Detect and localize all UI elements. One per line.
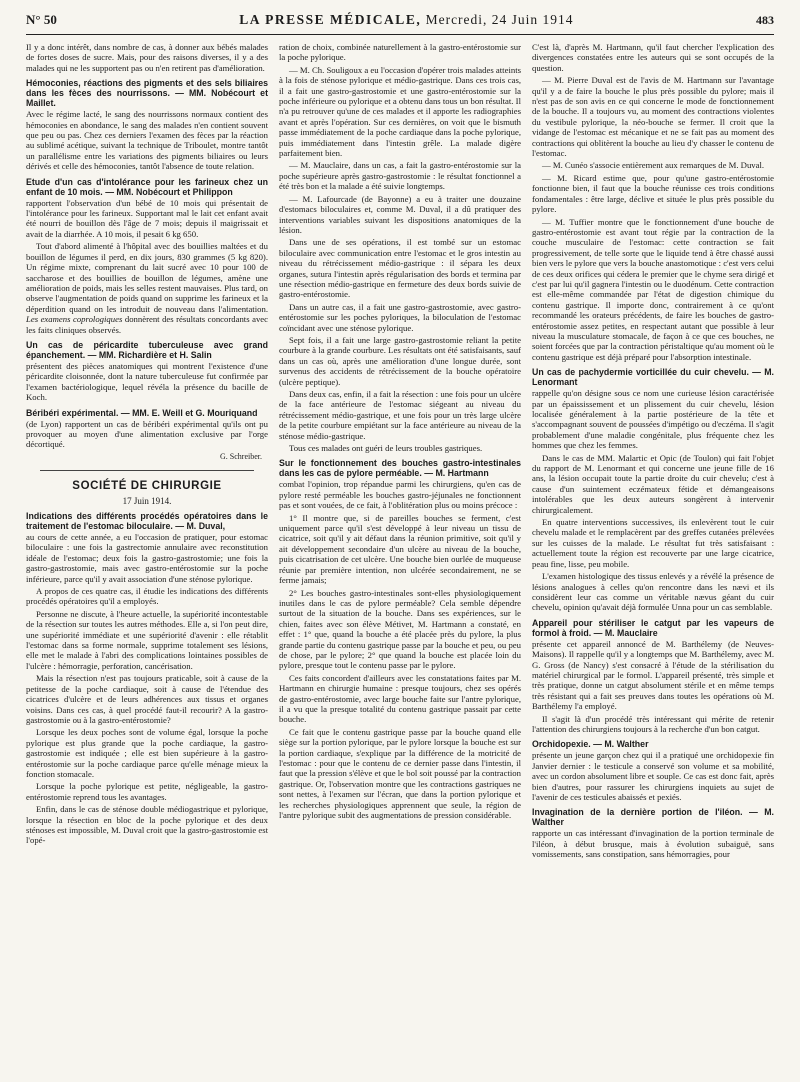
society-title: SOCIÉTÉ DE CHIRURGIE (72, 480, 222, 493)
paragraph: combat l'opinion, trop répandue parmi les chirurgiens, qu'en cas de pylore resté perméable les bouches gastro-jéjunales ne fonctionnent pas et sont vouées, de ce fait, à l'oblitération plus ou moins précoce : (279, 479, 521, 511)
paragraph: ration de choix, combinée naturellement à la gastro-entérostomie sur la poche pylorique. (279, 42, 521, 63)
paragraph: — M. Cunéo s'associe entièrement aux remarques de M. Duval. (542, 160, 765, 171)
paragraph: — M. Mauclaire, dans un cas, a fait la gastro-entérostomie sur la poche supérieure après gastro-gastrostomie : le résultat fonctionnel a été très bon et la malade a été suivie longtemps. (279, 160, 521, 192)
paragraph: Ce fait que le contenu gastrique passe par la bouche quand elle siège sur la portion pylorique, par le pylore lorsque la bouche est sur la portion cardiaque, s'explique par la différence de la motricité de l'estomac : pour que le contenu de ce dernier passe dans l'intestin, il faut que la pression s'élève et que le bol soit poussé par la contraction gastrique. Or, l'observation montre que les contractions gastriques ne sont nettes, à l'examen sur l'écran, que dans la portion pylorique et les recherches physiologiques apprennent que seule, la région de l'antre pylorique subit des augmentations de pression considérable. (279, 726, 521, 821)
paragraph: rapportent l'observation d'un bébé de 10 mois qui présentait de l'intolérance pour les farineux. Supportant mal le lait cet enfant avait été nourri de bouillon dès l'âge de 7 mois; depuis il maigrissait et avait de la diarrhée. A 10 mois, il pesait 6 kg 650. (26, 197, 268, 239)
paragraph: Dans deux cas, enfin, il a fait la résection : une fois pour un ulcère de la face antérieure de l'estomac siégeant au niveau du rétrécissement médio-gastrique, et une fois pour un très large ulcère de la petite courbure empiétant sur la face antérieure au niveau de la sténose médio-gastrique. (279, 389, 521, 441)
section-heading: Indications des différents procédés opératoires dans le traitement de l'estomac biloculaire. — M. Duval, (26, 511, 268, 531)
section-heading: Invagination de la dernière portion de l'iléon. — M. Walther (532, 807, 774, 828)
section-heading: Un cas de péricardite tuberculeuse avec grand épanchement. — MM. Richardière et H. Salin (26, 339, 268, 360)
section-heading: Orchidopexie. — M. Walther (532, 739, 649, 750)
paragraph: 2° Les bouches gastro-intestinales sont-elles physiologiquement inutiles dans le cas de pylore perméable? Cela semble dépendre surtout de la situation de la bouche. Dans ses expériences, sur le chien, faites avec son élève Métivet, M. Hartmann a constaté, en effet : 1° que, quand la bouche a été placée près du pylore, la plus grande partie du contenu gastrique passe par la bouche et peu, ou peu de chose, par le pylore; 2° que quand la bouche est placée loin du pylore, presque tout le contenu passe par le pylore. (279, 587, 521, 671)
journal-title: LA PRESSE MÉDICALE, (239, 12, 422, 27)
paragraph: Il s'agit là d'un procédé très intéressant qui mérite de retenir l'attention des chirurgiens toujours à la recherche d'un bon catgut. (532, 713, 774, 734)
paragraph: rapporte un cas intéressant d'invagination de la portion terminale de l'iléon, à début brusque, mais à évolution subaiguë, sans vomissements, sans constipation, sans hémorragies, pour (532, 828, 774, 860)
paragraph: L'examen histologique des tissus enlevés y a révélé la présence de lésions analogues à celles qu'on rencontre dans les nævi et ils considèrent leur cas comme un véritable nævus géant du cuir chevelu, opinion qu'avait déjà formulée Unna pour un cas semblable. (532, 571, 774, 613)
paragraph: En quatre interventions successives, ils enlevèrent tout le cuir chevelu malade et le remplacèrent par des greffes cutanées prélevées sur les cuisses de la malade. Le résultat fut très satisfaisant : actuellement toute la région est recouverte par une large cicatrice, peau fine, lisse, peu mobile. (532, 517, 774, 569)
section-heading: Béribéri expérimental. — MM. E. Weill et G. Mouriquand (26, 407, 258, 418)
paragraph: Personne ne discute, à l'heure actuelle, la supériorité incontestable de la résection sur toutes les autres méthodes. Elle a, si l'on peut dire, une supériorité immédiate et une supériorité d'avenir : elle rétablit l'estomac dans sa forme normale, supprime totalement ses lésions, elle met le malade à l'abri des complications lointaines possibles de l'ulcère : hémorragie, perforation, cancérisation. (26, 608, 268, 671)
paragraph: A propos de ces quatre cas, il étudie les indications des différents procédés opératoires qu'il a employés. (26, 586, 268, 607)
paragraph: Sept fois, il a fait une large gastro-gastrostomie reliant la petite courbure à la grande courbure. Les résultats ont été satisfaisants, sauf dans un cas où, après une amélioration d'une longue durée, sont survenus des accidents de rétrécissement de la bouche opératoire (ulcère peptique). (279, 334, 521, 387)
paragraph: Mais la résection n'est pas toujours praticable, soit à cause de la petitesse de la poche cardiaque, soit à cause de l'étendue des cicatrices d'ulcère et de leurs adhérences aux tissus et organes voisins. Dans ces cas, à quel procédé faut-il recourir? A la gastro-gastrostomie ou à la gastro-entérostomie? (26, 673, 268, 725)
paragraph: (de Lyon) rapportent un cas de béribéri expérimental qu'ils ont pu provoquer au moyen d'une alimentation exclusive par l'orge décortiqué. (26, 418, 268, 450)
paragraph: Ces faits concordent d'ailleurs avec les constatations faites par M. Hartmann en chirurgie humaine : presque toujours, chez ses opérés de gastro-entérostomie, avec large bouche faite sur l'antre pylorique, il a vu que la presque totalité du contenu gastrique passait par cette bouche. (279, 672, 521, 725)
column-2 (279, 42, 521, 1077)
column-1 (26, 42, 268, 1077)
paragraph: présente un jeune garçon chez qui il a pratiqué une orchidopexie fin Janvier dernier : le testicule a conservé son volume et sa mobilité, avec un cordon absolument libre et souple. Ce cas est donc fait, après bien d'autres, pour rassurer les chirurgiens inquiets au sujet de l'avenir de ces testicules abaissés et pexiés. (532, 750, 774, 802)
paragraph: Dans une de ses opérations, il est tombé sur un estomac biloculaire avec communication entre l'estomac et le gros intestin au niveau du rétrécissement médio-gastrique : il sépara les deux organes, sutura l'intestin après régularisation des bords et termina par une résection médio-gastrique en fermeture des deux bords suivie de gastro-entérostomie. (279, 237, 521, 300)
paragraph: au cours de cette année, a eu l'occasion de pratiquer, pour estomac biloculaire : une fois la gastrectomie annulaire avec reconstitution idéale de l'estomac; deux fois la gastro-gastrostomie; une fois la gastro-gastrostomie, mais avec gastro-entérostomie sur la poche inférieure, parce qu'il y avait association d'une sténose pylorique. (26, 532, 268, 584)
paragraph: rappelle qu'on désigne sous ce nom une curieuse lésion caractérisée par un épaississement et un plissement du cuir chevelu, lésion localisée généralement à la partie postérieure de la tête et s'accompagnant souvent de poussées d'impétigo ou d'eczéma. Il s'agit probablement d'une maladie congénitale, plus fréquente chez les hommes que chez les femmes. (532, 388, 774, 451)
section-heading: Etude d'un cas d'intolérance pour les farineux chez un enfant de 10 mois. — MM. Nobécourt et Philippon (26, 176, 268, 197)
paragraph: Il y a donc intérêt, dans nombre de cas, à donner aux bébés malades de fortes doses de sucre. Mais, pour des raisons diverses, il y a des malades qui ne les supportent pas ou n'en retirent pas d'amélioration. (26, 42, 268, 73)
issue-date: Mercredi, 24 Juin 1914 (425, 12, 574, 27)
paragraph: Avec le régime lacté, le sang des nourrissons normaux contient des hémoconies en abondance, le sang des malades n'en contient souvent que peu ou pas. Chez ces derniers l'examen des fèces par la réaction au sublimé acétique, suivant la technique de Triboulet, montre tantôt un parallélisme entre les variations des pigments biliaires ou leurs dérivés et celle des hémoconies, tantôt l'absence de toute relation. (26, 109, 268, 172)
paragraph: Dans un autre cas, il a fait une gastro-gastrostomie, avec gastro-entérostomie sur les poches pyloriques, la biloculation de l'estomac coïncidant avec une sténose pylorique. (279, 301, 521, 333)
section-heading: Un cas de pachydermie vorticillée du cuir chevelu. — M. Lenormant (532, 367, 774, 388)
page-header (26, 12, 774, 35)
paragraph: C'est là, d'après M. Hartmann, qu'il faut chercher l'explication des divergences constatées entre les auteurs qui se sont occupés de la question. (532, 42, 774, 73)
masthead (239, 12, 573, 28)
italic-text: Les examens coprologiques (26, 314, 123, 325)
paragraph: — M. Pierre Duval est de l'avis de M. Hartmann sur l'avantage qu'il y a de faire la bouche le plus près possible du pylore; mais il n'est pas de son avis en ce qui concerne le mode de fonctionnement de la bouche. Il a toujours vu, au moment des contractions violentes du vestibule pylorique, la néo-bouche se fermer. Il croit que la vidange de l'estomac est mécanique et ne se fait pas au moment des contractions qui oblitèrent la bouche au lieu d'y chasser le contenu de l'estomac. (532, 75, 774, 159)
paragraph: Lorsque la poche pylorique est petite, négligeable, la gastro-entérostomie reprend tous les avantages. (26, 781, 268, 802)
paragraph: Enfin, dans le cas de sténose double médiogastrique et pylorique, lorsque la résection en bloc de la poche pylorique et des deux sténoses est impossible, M. Duval croit que la gastro-gastrostomie est l'opé- (26, 804, 268, 846)
section-heading: Sur le fonctionnement des bouches gastro-intestinales dans les cas de pylore perméable. — M. Hartmann (279, 458, 521, 479)
paragraph (26, 241, 268, 335)
paragraph: — M. Lafourcade (de Bayonne) a eu à traiter une douzaine d'estomacs biloculaires et, comme M. Duval, il a dû pratiquer des interventions variables suivant les dispositions anatomiques de la lésion. (279, 193, 521, 235)
paragraph: présente cet appareil annoncé de M. Barthélemy (de Neuves-Maisons). Il rappelle qu'il y a longtemps que M. Barthélemy, avec M. G. Gross (de Nancy) s'est consacré à l'étude de la stérilisation du matériel chirurgical par le formol. L'appareil présenté, très simple et très pratique, donne un catgut absolument stérile et en même temps très résistant qui a fait ses preuves dans toutes les opérations où M. Barthélemy l'a employé. (532, 638, 774, 712)
column-3 (532, 42, 774, 1077)
paragraph: présentent des pièces anatomiques qui montrent l'existence d'une péricardite cloisonnée, dont la nature tuberculeuse fut confirmée par l'examen bactériologique, lequel révéla la présence du bacille de Koch. (26, 360, 268, 403)
paragraph: — M. Ricard estime que, pour qu'une gastro-entérostomie fonctionne bien, il faut que la bouche réunisse ces trois conditions fondamentales : être large, déclive et située le plus près possible du pylore. (532, 172, 774, 215)
paragraph: — M. Tuffier montre que le fonctionnement d'une bouche de gastro-entérostomie est avant tout régie par la contraction de la couche musculaire de l'estomac: cette contraction se fait progressivement, de telle sorte que le liquide tend à être chassé aussi bien vers le pylore que vers la bouche anastomotique : c'est vers celui de ces deux orifices qui cédera le premier que le chyme sera dirigé et c'est par lui qu'il gagnera l'intestin ou le duodénum. Cette contraction est elle-même commandée par l'état de digestion chimique du contenu gastrique. Il importe donc, contrairement à ce qu'ont recommandé les orateurs précédents, de faire les bouches de gastro-entérostomie assez petites, en respectant autant que possible à leur niveau la musculature stomacale, de façon à ce que ces bouches, ne soient forcées que par la contraction péristaltique qu'au moment où le contenu gastrique est déjà préparé pour l'absorption intestinale. (532, 216, 774, 362)
session-date: 17 Juin 1914. (122, 495, 172, 506)
author-signature: G. Schreiber. (220, 451, 262, 461)
paragraph: 1° Il montre que, si de pareilles bouches se ferment, c'est uniquement parce qu'il s'est développé à leur niveau un tissu de cicatrice, soit qu'il y ait défaut dans la réunion primitive, soit qu'il y ait développement secondaire d'un ulcère au niveau de la bouche, puis cicatrisation de cet ulcère. Une bouche bien ourlée de muqueuse réunie par première intention, non ulcérée secondairement, ne se ferme jamais; (279, 512, 521, 586)
issue-number: N° 50 (26, 12, 57, 27)
page-number: 483 (756, 13, 774, 27)
paragraph: — M. Ch. Souligoux a eu l'occasion d'opérer trois malades atteints à la fois de sténose pylorique et médio-gastrique. Dans ces trois cas, il a fait une gastro-gastrostomie et une gastro-entérostomie sur la poche inférieure ou pylorique et a obtenu dans tous un bon résultat. Il n'a pu retrouver qu'une de ces malades et il apporte les radiographies avant et après l'opération. Sur ces dernières, on voit que le bismuth passe immédiatement de la poche cardiaque dans la poche pylorique, puis immédiatement dans l'intestin grêle. La malade digère parfaitement bien. (279, 64, 521, 159)
section-heading: Hémoconies, réactions des pigments et des sels biliaires dans les fèces des nourrissons. — MM. Nobécourt et Maillet. (26, 78, 268, 109)
paragraph: Lorsque les deux poches sont de volume égal, lorsque la poche pylorique est plus grande que la poche cardiaque, la gastro-gastrostomie est indiquée ; elle est bien supérieure à la gastro-entérostomie sur la poche cardiaque parce qu'elle ménage mieux la fonction stomacale. (26, 727, 268, 779)
paragraph: Dans le cas de MM. Malartic et Opic (de Toulon) qui fait l'objet du rapport de M. Lenormant et qui concerne une jeune fille de 16 ans, la lésion occupait toute la partie droite du cuir chevelu; c'est à cause d'un suintement eczémateux fétide et démangeaisons intolérables que les deux auteurs songèrent à intervenir chirurgicalement. (532, 452, 774, 515)
paragraph: Tous ces malades ont guéri de leurs troubles gastriques. (289, 443, 483, 454)
divider (40, 470, 254, 471)
section-heading: Appareil pour stériliser le catgut par les vapeurs de formol à froid. — M. Mauclaire (532, 617, 774, 638)
paragraph-text: Tout d'abord alimenté à l'hôpital avec des bouillies maltées et du bouillon de légumes il perd, en dix jours, 830 grammes (5 kg 820). Un régime mixte, comprenant du lait sucré avec 10 pour 100 de saccharose et des bouillies de bouillon de légumes, amène une amélioration de poids, mais les selles restent mauvaises. Plus tard, on observe l'augmentation de poids quand on supprime les farineux et la déperdition quand on les introduit de nouveau dans l'alimentation. (26, 241, 268, 314)
text-columns (26, 42, 774, 1077)
paragraph-text: donnèrent des résultats concordants avec les faits cliniques observés. (26, 314, 268, 335)
